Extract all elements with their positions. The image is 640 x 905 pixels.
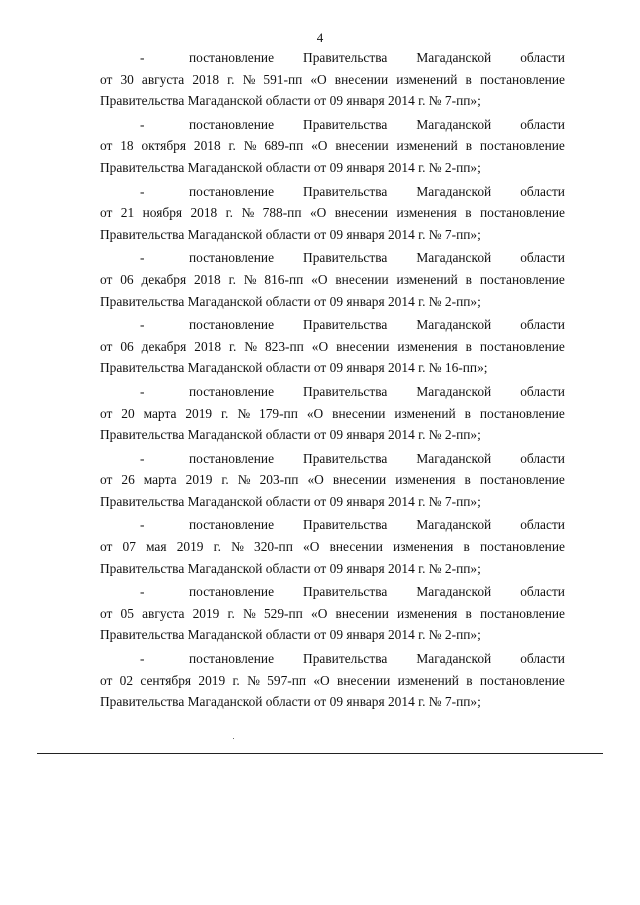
list-item-third-line: Правительства Магаданской области от 09 января 2014 г. № 7-пп»; (100, 493, 481, 509)
word: 591-пп (263, 71, 303, 87)
word: области (520, 584, 565, 600)
word: постановление (189, 651, 275, 667)
word: постановление (479, 138, 565, 154)
list-item (100, 114, 565, 179)
list-item-second-line (100, 403, 565, 425)
word: 2018 (193, 138, 221, 154)
word: от (100, 672, 113, 688)
word: в (465, 71, 472, 87)
word: постановление (479, 338, 565, 354)
word: г. (228, 271, 236, 287)
word: изменений (396, 271, 458, 287)
list-item-first-line (100, 448, 565, 470)
word: в (464, 472, 471, 488)
word: г. (228, 138, 236, 154)
word: № (237, 472, 251, 488)
word: 02 (119, 672, 134, 688)
word: г. (227, 605, 235, 621)
word: 2018 (190, 205, 218, 221)
list-item-third-line: Правительства Магаданской области от 09 января 2014 г. № 2-пп»; (100, 293, 481, 309)
word: 07 (122, 539, 136, 555)
document-body (100, 47, 565, 715)
word: от (100, 405, 113, 421)
word: от (100, 539, 113, 555)
list-dash: - (140, 584, 145, 600)
word: 689-пп (264, 138, 304, 154)
list-item-third-line: Правительства Магаданской области от 09 января 2014 г. № 7-пп»; (100, 694, 481, 710)
word: «О (311, 271, 328, 287)
list-item-first-line (100, 514, 565, 536)
word: г. (227, 71, 235, 87)
list-dash: - (140, 50, 145, 65)
word: мая (146, 539, 167, 555)
list-dash: - (140, 383, 145, 399)
list-dash: - (140, 183, 145, 199)
list-item-second-line (100, 469, 565, 491)
word: Правительства (303, 250, 388, 266)
word: Правительства (303, 584, 388, 600)
word: от (100, 205, 113, 221)
word: внесении (337, 672, 391, 688)
word: области (520, 116, 565, 132)
list-item (100, 581, 565, 646)
word: сентября (140, 672, 192, 688)
list-item-second-line (100, 536, 565, 558)
list-item-first-line (100, 381, 565, 403)
list-item (100, 181, 565, 246)
word: г. (228, 338, 237, 354)
word: области (520, 317, 565, 333)
word: августа (141, 71, 185, 87)
word: изменения (397, 605, 458, 621)
list-item-third-line: Правительства Магаданской области от 09 января 2014 г. № 2-пп»; (100, 560, 481, 576)
word: постановление (189, 250, 275, 266)
list-item-third-line: Правительства Магаданской области от 09 января 2014 г. № 7-пп»; (100, 226, 481, 242)
word: постановление (479, 271, 565, 287)
word: от (100, 472, 113, 488)
word: Магаданской (416, 50, 492, 65)
word: в (465, 205, 472, 221)
word: постановление (189, 584, 275, 600)
word: 20 (121, 405, 135, 421)
word: Правительства (303, 517, 388, 533)
word: 2018 (193, 271, 221, 287)
word: в (465, 338, 472, 354)
word: № (237, 405, 251, 421)
list-item-second-line (100, 135, 565, 157)
word: октября (141, 138, 187, 154)
word: 06 (120, 271, 134, 287)
list-item-first-line (100, 181, 565, 203)
list-dash: - (140, 651, 145, 667)
word: в (463, 539, 470, 555)
scan-speck (233, 738, 234, 739)
word: внесении (329, 539, 383, 555)
word: 2019 (185, 472, 213, 488)
word: внесении (335, 271, 389, 287)
word: 597-пп (267, 672, 307, 688)
word: 06 (120, 338, 134, 354)
word: области (520, 50, 565, 65)
word: № (242, 71, 256, 87)
word: области (520, 183, 565, 199)
word: Магаданской (416, 116, 492, 132)
list-item (100, 381, 565, 446)
word: № (243, 605, 256, 621)
word: «О (313, 672, 330, 688)
word: изменения (397, 338, 458, 354)
word: «О (311, 605, 328, 621)
word: постановление (189, 183, 275, 199)
word: 2019 (192, 605, 220, 621)
list-item-third-line: Правительства Магаданской области от 09 января 2014 г. № 2-пп»; (100, 627, 481, 643)
word: от (100, 271, 113, 287)
word: 26 (121, 472, 135, 488)
word: внесении (334, 71, 389, 87)
word: внесении (336, 338, 390, 354)
word: № (231, 539, 244, 555)
list-item (100, 648, 565, 713)
word: внесении (332, 405, 386, 421)
list-item-second-line (100, 269, 565, 291)
list-dash: - (140, 517, 145, 533)
word: области (520, 450, 565, 466)
list-item (100, 314, 565, 379)
word: области (520, 517, 565, 533)
list-item-third-line: Правительства Магаданской области от 09 января 2014 г. № 2-пп»; (100, 427, 481, 443)
word: «О (311, 338, 329, 354)
word: 823-пп (264, 338, 304, 354)
word: от (100, 138, 113, 154)
word: № (247, 672, 260, 688)
word: г. (221, 472, 229, 488)
list-dash: - (140, 450, 145, 466)
word: изменений (396, 138, 458, 154)
word: в (466, 672, 473, 688)
word: 2018 (192, 71, 220, 87)
word: постановление (189, 116, 275, 132)
word: постановление (479, 605, 565, 621)
word: Правительства (303, 317, 388, 333)
word: внесении (335, 605, 389, 621)
list-item-third-line: Правительства Магаданской области от 09 января 2014 г. № 2-пп»; (100, 159, 481, 175)
list-item-third-line: Правительства Магаданской области от 09 января 2014 г. № 7-пп»; (100, 93, 481, 109)
word: постановление (479, 405, 565, 421)
word: 816-пп (264, 271, 304, 287)
list-item-second-line (100, 202, 565, 224)
word: внесении (334, 205, 389, 221)
word: г. (213, 539, 221, 555)
list-item-second-line (100, 336, 565, 358)
word: в (464, 405, 471, 421)
word: «О (311, 138, 328, 154)
word: от (100, 338, 113, 354)
word: Магаданской (416, 517, 492, 533)
list-dash: - (140, 317, 145, 333)
word: 203-пп (259, 472, 299, 488)
list-item-first-line (100, 581, 565, 603)
word: 179-пп (259, 405, 298, 421)
word: августа (142, 605, 185, 621)
word: Правительства (303, 383, 388, 399)
word: изменения (396, 205, 457, 221)
word: области (520, 651, 565, 667)
word: Магаданской (416, 651, 492, 667)
word: 2019 (185, 405, 213, 421)
word: Магаданской (416, 250, 492, 266)
word: 18 (120, 138, 134, 154)
word: 320-пп (254, 539, 293, 555)
word: внесении (332, 472, 387, 488)
word: «О (303, 539, 320, 555)
list-item-first-line (100, 114, 565, 136)
word: № (241, 205, 255, 221)
word: 2019 (176, 539, 204, 555)
word: в (465, 605, 472, 621)
word: изменений (396, 71, 458, 87)
word: Правительства (303, 50, 388, 65)
bottom-rule (37, 753, 603, 754)
word: г. (225, 205, 234, 221)
word: постановление (479, 472, 565, 488)
word: Магаданской (416, 383, 492, 399)
word: марта (143, 405, 177, 421)
list-item-third-line: Правительства Магаданской области от 09 января 2014 г. № 16-пп»; (100, 360, 488, 376)
word: «О (309, 205, 327, 221)
word: г. (221, 405, 229, 421)
list-dash: - (140, 250, 145, 266)
word: постановление (479, 205, 565, 221)
list-item (100, 448, 565, 513)
word: постановление (479, 672, 565, 688)
word: Правительства (303, 183, 388, 199)
word: № (243, 138, 257, 154)
word: изменения (395, 472, 456, 488)
word: в (465, 138, 473, 154)
list-item-second-line (100, 603, 565, 625)
word: изменений (397, 672, 459, 688)
word: в (465, 271, 472, 287)
list-item (100, 47, 565, 112)
list-item-second-line (100, 670, 565, 692)
word: постановление (189, 317, 275, 333)
word: № (244, 338, 258, 354)
word: 2018 (194, 338, 222, 354)
word: постановление (189, 50, 275, 65)
list-item-second-line (100, 69, 565, 91)
word: 529-пп (263, 605, 303, 621)
word: постановление (479, 71, 565, 87)
word: № (243, 271, 257, 287)
word: 21 (120, 205, 135, 221)
word: «О (306, 405, 324, 421)
list-item (100, 514, 565, 579)
list-dash: - (140, 116, 145, 132)
page-number: 4 (316, 30, 324, 45)
word: 2019 (198, 672, 226, 688)
list-item-first-line (100, 648, 565, 670)
word: декабря (141, 271, 187, 287)
word: декабря (141, 338, 187, 354)
word: изменений (394, 405, 456, 421)
word: постановление (189, 450, 275, 466)
word: 30 (120, 71, 134, 87)
word: марта (143, 472, 177, 488)
word: от (100, 605, 113, 621)
word: Магаданской (416, 183, 492, 199)
word: Правительства (303, 651, 388, 667)
list-item-first-line (100, 247, 565, 269)
list-item-first-line (100, 47, 565, 69)
word: «О (307, 472, 324, 488)
word: 788-пп (262, 205, 302, 221)
word: Магаданской (416, 317, 492, 333)
word: области (520, 250, 565, 266)
word: области (520, 383, 565, 399)
word: ноября (142, 205, 183, 221)
list-item-first-line (100, 314, 565, 336)
word: Магаданской (416, 450, 492, 466)
word: постановление (189, 383, 275, 399)
word: «О (310, 71, 327, 87)
word: постановление (189, 517, 275, 533)
list-item (100, 247, 565, 312)
word: Магаданской (416, 584, 492, 600)
word: Правительства (303, 450, 388, 466)
word: постановление (479, 539, 565, 555)
word: Правительства (303, 116, 388, 132)
word: г. (232, 672, 240, 688)
word: от (100, 71, 113, 87)
word: внесении (335, 138, 389, 154)
word: изменения (393, 539, 454, 555)
word: 05 (120, 605, 134, 621)
